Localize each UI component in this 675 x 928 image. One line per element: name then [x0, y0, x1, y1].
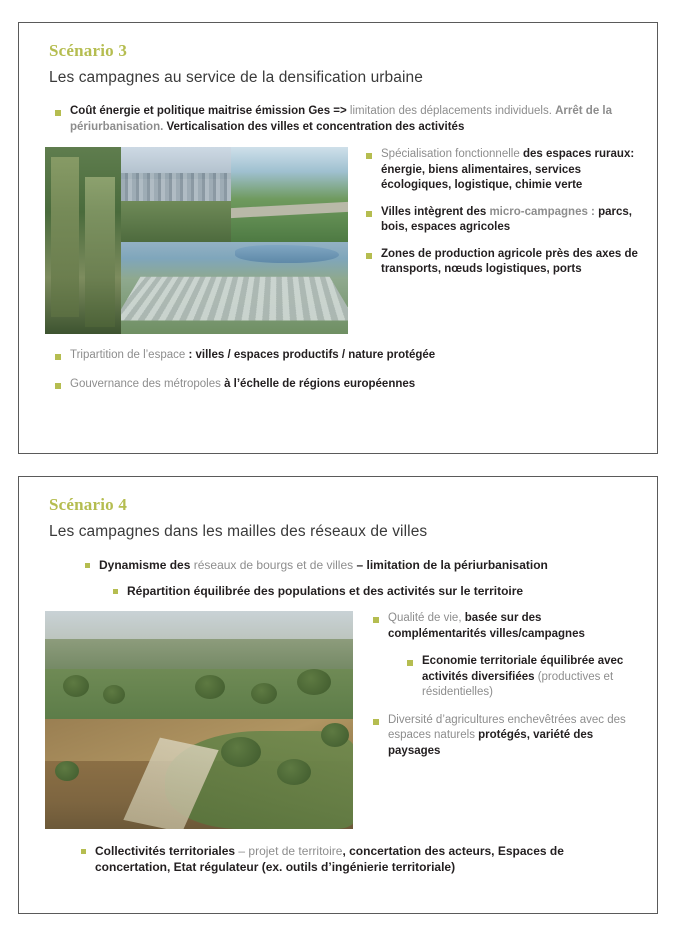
bullet-segment: , concertation des acteurs, Espaces de concertation, Etat régulateur (ex. outils d’ingénierie territoriale): [95, 844, 564, 874]
bullet-segment: micro-campagnes :: [489, 205, 595, 218]
slide-title: Scénario 4: [49, 495, 128, 514]
bullet-text: [70, 348, 435, 364]
slide4-right-bullets: [373, 611, 641, 829]
bullet-square-icon: [373, 617, 379, 623]
bullet-item: [55, 104, 625, 135]
bullet-segment: des espaces ruraux: énergie, biens alimentaires, services écologiques, logistique, chimie verte: [381, 148, 635, 191]
bullet-text: [70, 104, 625, 135]
bullet-segment: – projet de territoire: [238, 844, 343, 858]
bullet-square-icon: [366, 253, 372, 259]
slide3-middle-block: [45, 147, 641, 334]
slide-subtitle: Les campagnes au service de la densification urbaine: [49, 69, 423, 86]
bullet-segment: protégés, variété des paysages: [388, 729, 594, 757]
bullet-text: [381, 147, 638, 194]
bullet-segment: basée sur des complémentarités villes/campagnes: [388, 612, 585, 640]
bullet-segment: Villes intègrent des: [381, 205, 490, 218]
bullet-item: [366, 205, 638, 236]
bullet-segment: Collectivités territoriales: [95, 844, 239, 858]
bullet-text: Répartition équilibrée des populations et des activités sur le territoire: [127, 584, 524, 598]
bullet-segment: (productives et résidentielles): [422, 670, 614, 698]
bullet-text: [388, 713, 641, 760]
bullet-segment: : villes / espaces productifs / nature protégée: [188, 349, 436, 361]
slide4-image: [45, 611, 353, 829]
slide-scenario-4: [18, 476, 658, 914]
bullet-square-icon: [373, 719, 379, 725]
slide-scenario-3: [18, 22, 658, 454]
bullet-segment: Spécialisation fonctionnelle: [381, 148, 523, 160]
bullet-text: [95, 843, 641, 875]
bullet-square-icon: [366, 211, 372, 217]
bullet-segment: Qualité de vie,: [388, 612, 465, 624]
bullet-item: [366, 247, 638, 278]
bullet-segment: Coût énergie et politique maitrise émission Ges =>: [70, 105, 350, 117]
slide4-middle-block: [45, 611, 645, 829]
bullet-square-icon: [407, 660, 413, 666]
bullet-segment: à l’échelle de régions européennes: [224, 377, 416, 390]
bullet-text: [99, 557, 548, 573]
bullet-square-icon: [81, 849, 86, 854]
slide3-top-bullets: [55, 104, 625, 135]
slide4-bullet-1: [85, 557, 645, 573]
bullet-item: [373, 713, 641, 760]
bullet-segment: limitation des déplacements individuels.: [349, 105, 556, 117]
bullet-segment: Gouvernance des métropoles: [70, 377, 225, 390]
slide4-bottom-bullets: [81, 843, 641, 875]
bullet-text: [70, 377, 415, 393]
bullet-text: Zones de production agricole près des axes de transports, nœuds logistiques, ports: [381, 247, 638, 275]
bullet-segment: réseaux de bourgs et de villes: [193, 558, 357, 572]
bullet-text: [422, 654, 641, 701]
bullet-square-icon: [55, 354, 61, 360]
bullet-item: [407, 654, 641, 701]
bullet-item: [81, 843, 641, 875]
bullet-square-icon: [113, 589, 118, 594]
bullet-square-icon: [85, 563, 90, 568]
bullet-item: [55, 377, 615, 393]
bullet-segment: Economie territoriale équilibrée avec activités diversifiées: [422, 655, 624, 683]
bullet-text: [388, 611, 641, 642]
slide-subtitle: Les campagnes dans les mailles des réseaux de villes: [49, 523, 428, 540]
bullet-segment: Verticalisation des villes et concentration des activités: [166, 120, 465, 133]
slide3-right-bullets: [366, 147, 638, 334]
bullet-item: [373, 611, 641, 642]
bullet-square-icon: [55, 383, 61, 389]
bullet-segment: Tripartition de l’espace: [70, 349, 189, 361]
bullet-segment: Diversité d’agricultures enchevêtrées avec des espaces naturels: [388, 713, 626, 741]
bullet-segment: Dynamisme des: [99, 558, 194, 572]
bullet-text: [381, 205, 638, 236]
bullet-square-icon: [55, 110, 61, 116]
bullet-item: [113, 583, 643, 599]
bullet-item: [85, 557, 645, 573]
bullet-segment: parcs, bois, espaces agricoles: [381, 205, 632, 233]
bullet-segment: Arrêt de la périurbanisation.: [70, 105, 613, 133]
bullet-segment: – limitation de la périurbanisation: [356, 558, 548, 572]
slide3-image: [45, 147, 348, 334]
bullet-item: [55, 348, 615, 364]
bullet-item: [366, 147, 638, 194]
slide3-bottom-bullets: [55, 348, 615, 392]
slide-title: Scénario 3: [49, 41, 128, 60]
slide4-bullet-2: [113, 583, 643, 599]
bullet-square-icon: [366, 153, 372, 159]
